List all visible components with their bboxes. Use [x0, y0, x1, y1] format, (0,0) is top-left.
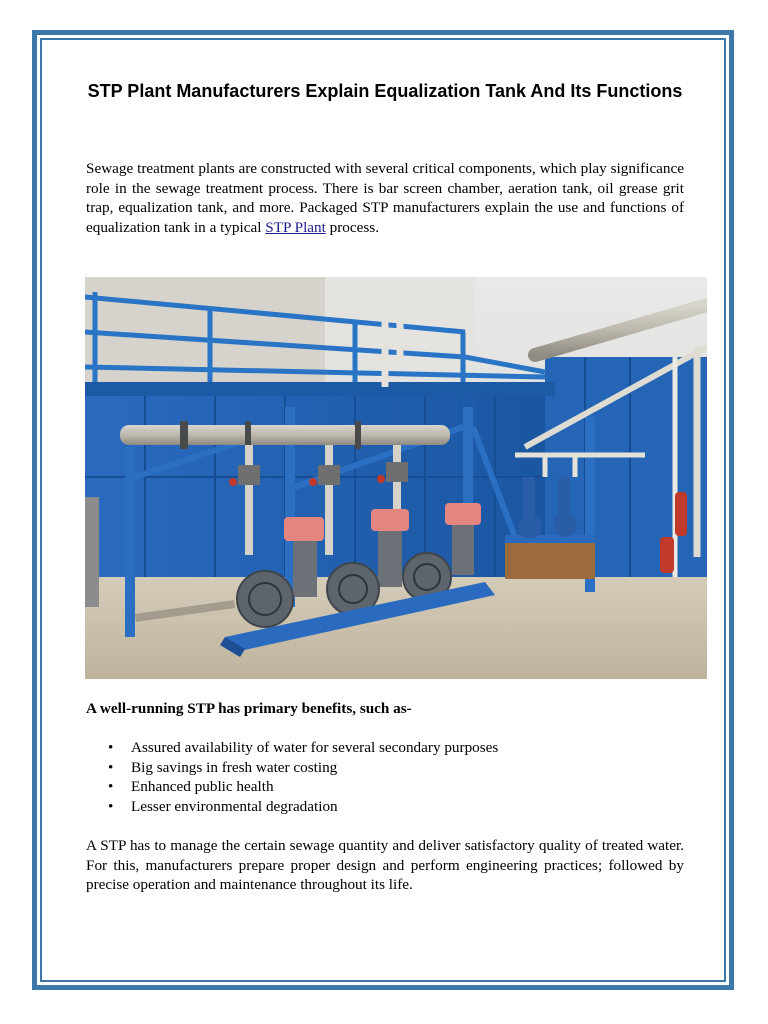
intro-paragraph [86, 159, 684, 237]
stp-plant-link[interactable]: STP Plant [265, 218, 326, 236]
benefit-text: Assured availability of water for several secondary purposes [131, 739, 499, 756]
bullet-icon: • [108, 797, 114, 815]
intro-text-before-link: Sewage treatment plants are constructed with several critical components, which play significance role in the sewage treatment process. There is bar screen chamber, aeration tank, oil grease grit trap, equalization tank, and more. Packaged STP manufacturers explain the use and functions of equalization tank in a typical [86, 160, 684, 236]
list-item [86, 738, 498, 758]
benefit-text: Lesser environmental degradation [131, 797, 338, 815]
benefit-text: Enhanced public health [131, 778, 274, 795]
stp-plant-photo [85, 277, 707, 679]
benefit-text: Big savings in fresh water costing [131, 758, 338, 776]
benefits-heading: A well-running STP has primary benefits, such as- [86, 700, 412, 717]
benefits-list [86, 738, 498, 816]
bullet-icon: • [108, 778, 114, 795]
list-item [86, 758, 498, 778]
list-item [86, 797, 498, 817]
closing-paragraph: A STP has to manage the certain sewage quantity and deliver satisfactory quality of treated water. For this, manufacturers prepare proper design and perform engineering practices; followed by precise operation and maintenance throughout its life. [86, 837, 684, 894]
page-title: STP Plant Manufacturers Explain Equalization Tank And Its Functions [87, 81, 683, 101]
intro-text-after-link: process. [325, 218, 380, 236]
list-item [86, 777, 498, 797]
bullet-icon: • [108, 739, 114, 756]
bullet-icon: • [108, 758, 114, 776]
